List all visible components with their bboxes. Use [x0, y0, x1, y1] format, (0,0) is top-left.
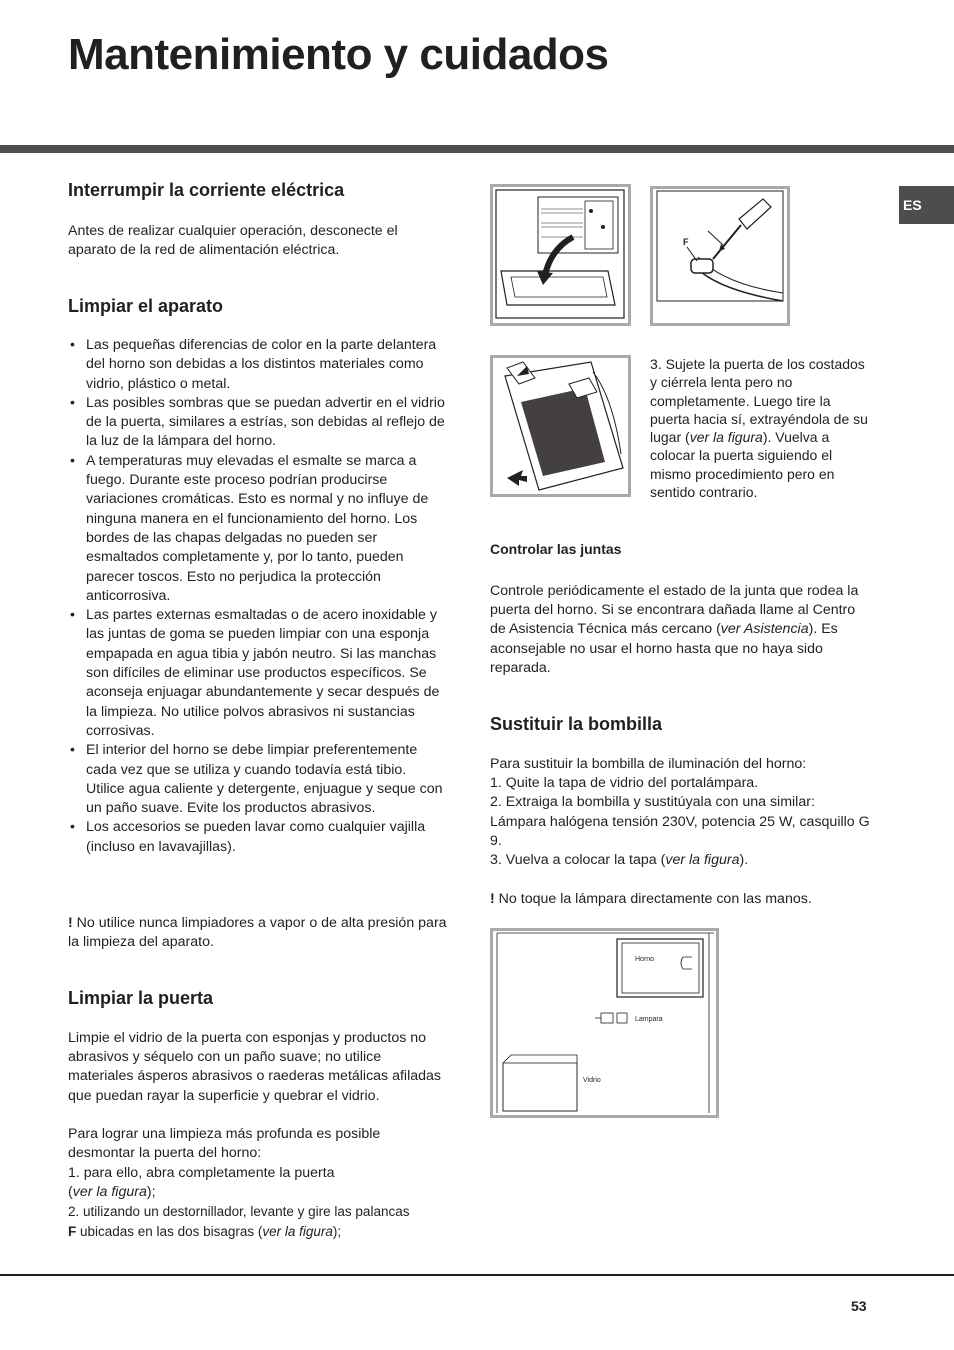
bulb-step-2: 2. Extraiga la bombilla y sustitúyala con una similar: Lámpara halógena tensión 230V, potencia 25 W, casquillo G 9. — [490, 794, 870, 849]
paren-close: ); — [332, 1223, 342, 1239]
section-heading-power: Interrumpir la corriente eléctrica — [68, 180, 345, 200]
section-heading-clean-appliance: Limpiar el aparato — [68, 296, 224, 316]
bulb-replacement-illustration — [493, 931, 716, 1115]
figure-bulb — [490, 928, 719, 1118]
paren-open: ( — [68, 1184, 73, 1201]
seals-text — [490, 582, 868, 678]
bulb-step-3: 3. Vuelva a colocar la tapa ( — [490, 852, 666, 869]
paren-close: ). — [739, 852, 749, 869]
list-item: • Los accesorios se pueden lavar como cualquier vajilla (incluso en lavavajillas). — [68, 818, 448, 857]
seals-text-a: Controle periódicamente el estado de la junta que rodea la puerta del horno. Si se encontrara dañada llame al Centro de Asistencia Técnica más cercano ( — [490, 583, 859, 638]
list-item: • A temperaturas muy elevadas el esmalte se marca a fuego. Durante este proceso podrían producirse variaciones cromáticas. Esto es normal y no influye de ninguna manera en el funcionamiento del horno. Los bordes de las chapas delgadas no pueden ser esmaltados completamente y, por lo tanto, pueden parecer toscos. Esto no perjudica la protección anticorrosiva. — [68, 452, 448, 606]
paren-close: ); — [146, 1184, 156, 1201]
clean-door-text: Limpie el vidrio de la puerta con esponjas y productos no abrasivos y séquelo con un paño suave; no utilice materiales ásperos abrasivos o raederas metálicas afiladas que puedan rayar la superficie y quebrar el vidrio. — [68, 1030, 441, 1104]
door-step-1 — [68, 1164, 446, 1202]
door-step-1-text: 1. para ello, abra completamente la puerta — [68, 1165, 335, 1181]
door-step-2 — [68, 1202, 458, 1241]
footer-divider — [0, 1274, 954, 1276]
clean-door-intro: Para lograr una limpieza más profunda es posible desmontar la puerta del horno: — [68, 1126, 381, 1162]
oven-open-door-illustration — [493, 187, 628, 323]
list-item: • Las posibles sombras que se puedan advertir en el vidrio de la puerta, similares a estrías, son debidas al reflejo de la luz de la lámpara del horno. — [68, 394, 448, 452]
warning-text: No toque la lámpara directamente con las manos. — [494, 891, 812, 907]
clean-appliance-warning — [68, 914, 448, 952]
list-item: • El interior del horno se debe limpiar preferentemente cada vez que se utiliza y cuando todavía está tibio. Utilice agua caliente y detergente, enjuague y seque con un paño suave. Evite los productos abrasivos. — [68, 741, 448, 818]
section-heading-seals: Controlar las juntas — [490, 541, 622, 557]
figure-reference: ver la figura — [665, 852, 740, 869]
seals-text-b: ). Es aconsejable no usar el horno hasta que no haya sido reparada. — [490, 621, 838, 676]
language-tab: ES — [899, 186, 954, 224]
door-step-2-text-b: ubicadas en las dos bisagras ( — [76, 1223, 263, 1239]
list-item: • Las partes externas esmaltadas o de acero inoxidable y las juntas de goma se pueden limpiar con una esponja empapada en agua tibia y jabón neutro. Si las manchas son difíciles de eliminar use productos específicos. Se aconseja enjuagar abundantemente y secar después de la limpieza. No utilice polvos abrasivos ni sustancias corrosivas. — [68, 606, 448, 741]
door-step-2-text: 2. utilizando un destornillador, levante y gire las palancas — [68, 1204, 410, 1219]
clean-appliance-list — [68, 336, 448, 857]
figure-remove-door — [490, 355, 631, 497]
hinge-lever-label: F — [683, 237, 689, 247]
bulb-instructions — [490, 755, 870, 870]
bulb-intro: Para sustituir la bombilla de iluminación del horno: — [490, 756, 807, 772]
list-item: • Las pequeñas diferencias de color en la parte delantera del horno son debidas a los distintos materiales como vidrio, plástico o metal. — [68, 336, 448, 394]
figure-hinge-lever — [650, 186, 790, 326]
figure-open-door — [490, 184, 631, 326]
oven-label: Horno — [635, 956, 655, 963]
warning-mark: ! — [490, 891, 495, 907]
lamp-label: Lampara — [635, 1016, 663, 1023]
figure-reference: ver la figura — [689, 429, 763, 446]
bulb-warning — [490, 890, 870, 909]
door-step-3-text: 3. Sujete la puerta de los costados y ciérrela lenta pero no completamente. Luego tire la puerta hacia sí, extrayéndola de su lugar ( — [650, 356, 868, 446]
assistance-reference: ver Asistencia — [720, 621, 809, 638]
warning-text: No utilice nunca limpiadores a vapor o de alta presión para la limpieza del aparato. — [68, 915, 447, 951]
power-text: Antes de realizar cualquier operación, desconecte el aparato de la red de alimentación eléctrica. — [68, 223, 398, 259]
figure-reference: ver la figura — [262, 1223, 333, 1239]
door-step-3-text-b: ). Vuelva a colocar la puerta siguiendo el mismo procedimiento pero en sentido contrario. — [650, 429, 835, 501]
warning-mark: ! — [68, 915, 73, 931]
page-title: Mantenimiento y cuidados — [68, 30, 609, 79]
lever-label: F — [68, 1223, 77, 1239]
door-step-3 — [650, 355, 872, 501]
door-removal-illustration — [493, 358, 628, 494]
header-divider — [0, 145, 954, 153]
page-number: 53 — [851, 1298, 867, 1314]
hinge-screwdriver-illustration — [653, 189, 787, 323]
glass-label: Vidrio — [583, 1077, 601, 1084]
bulb-step-1: 1. Quite la tapa de vidrio del portalámpara. — [490, 775, 759, 792]
section-heading-bulb: Sustituir la bombilla — [490, 714, 663, 734]
figure-reference: ver la figura — [72, 1184, 147, 1201]
section-heading-clean-door: Limpiar la puerta — [68, 988, 214, 1008]
